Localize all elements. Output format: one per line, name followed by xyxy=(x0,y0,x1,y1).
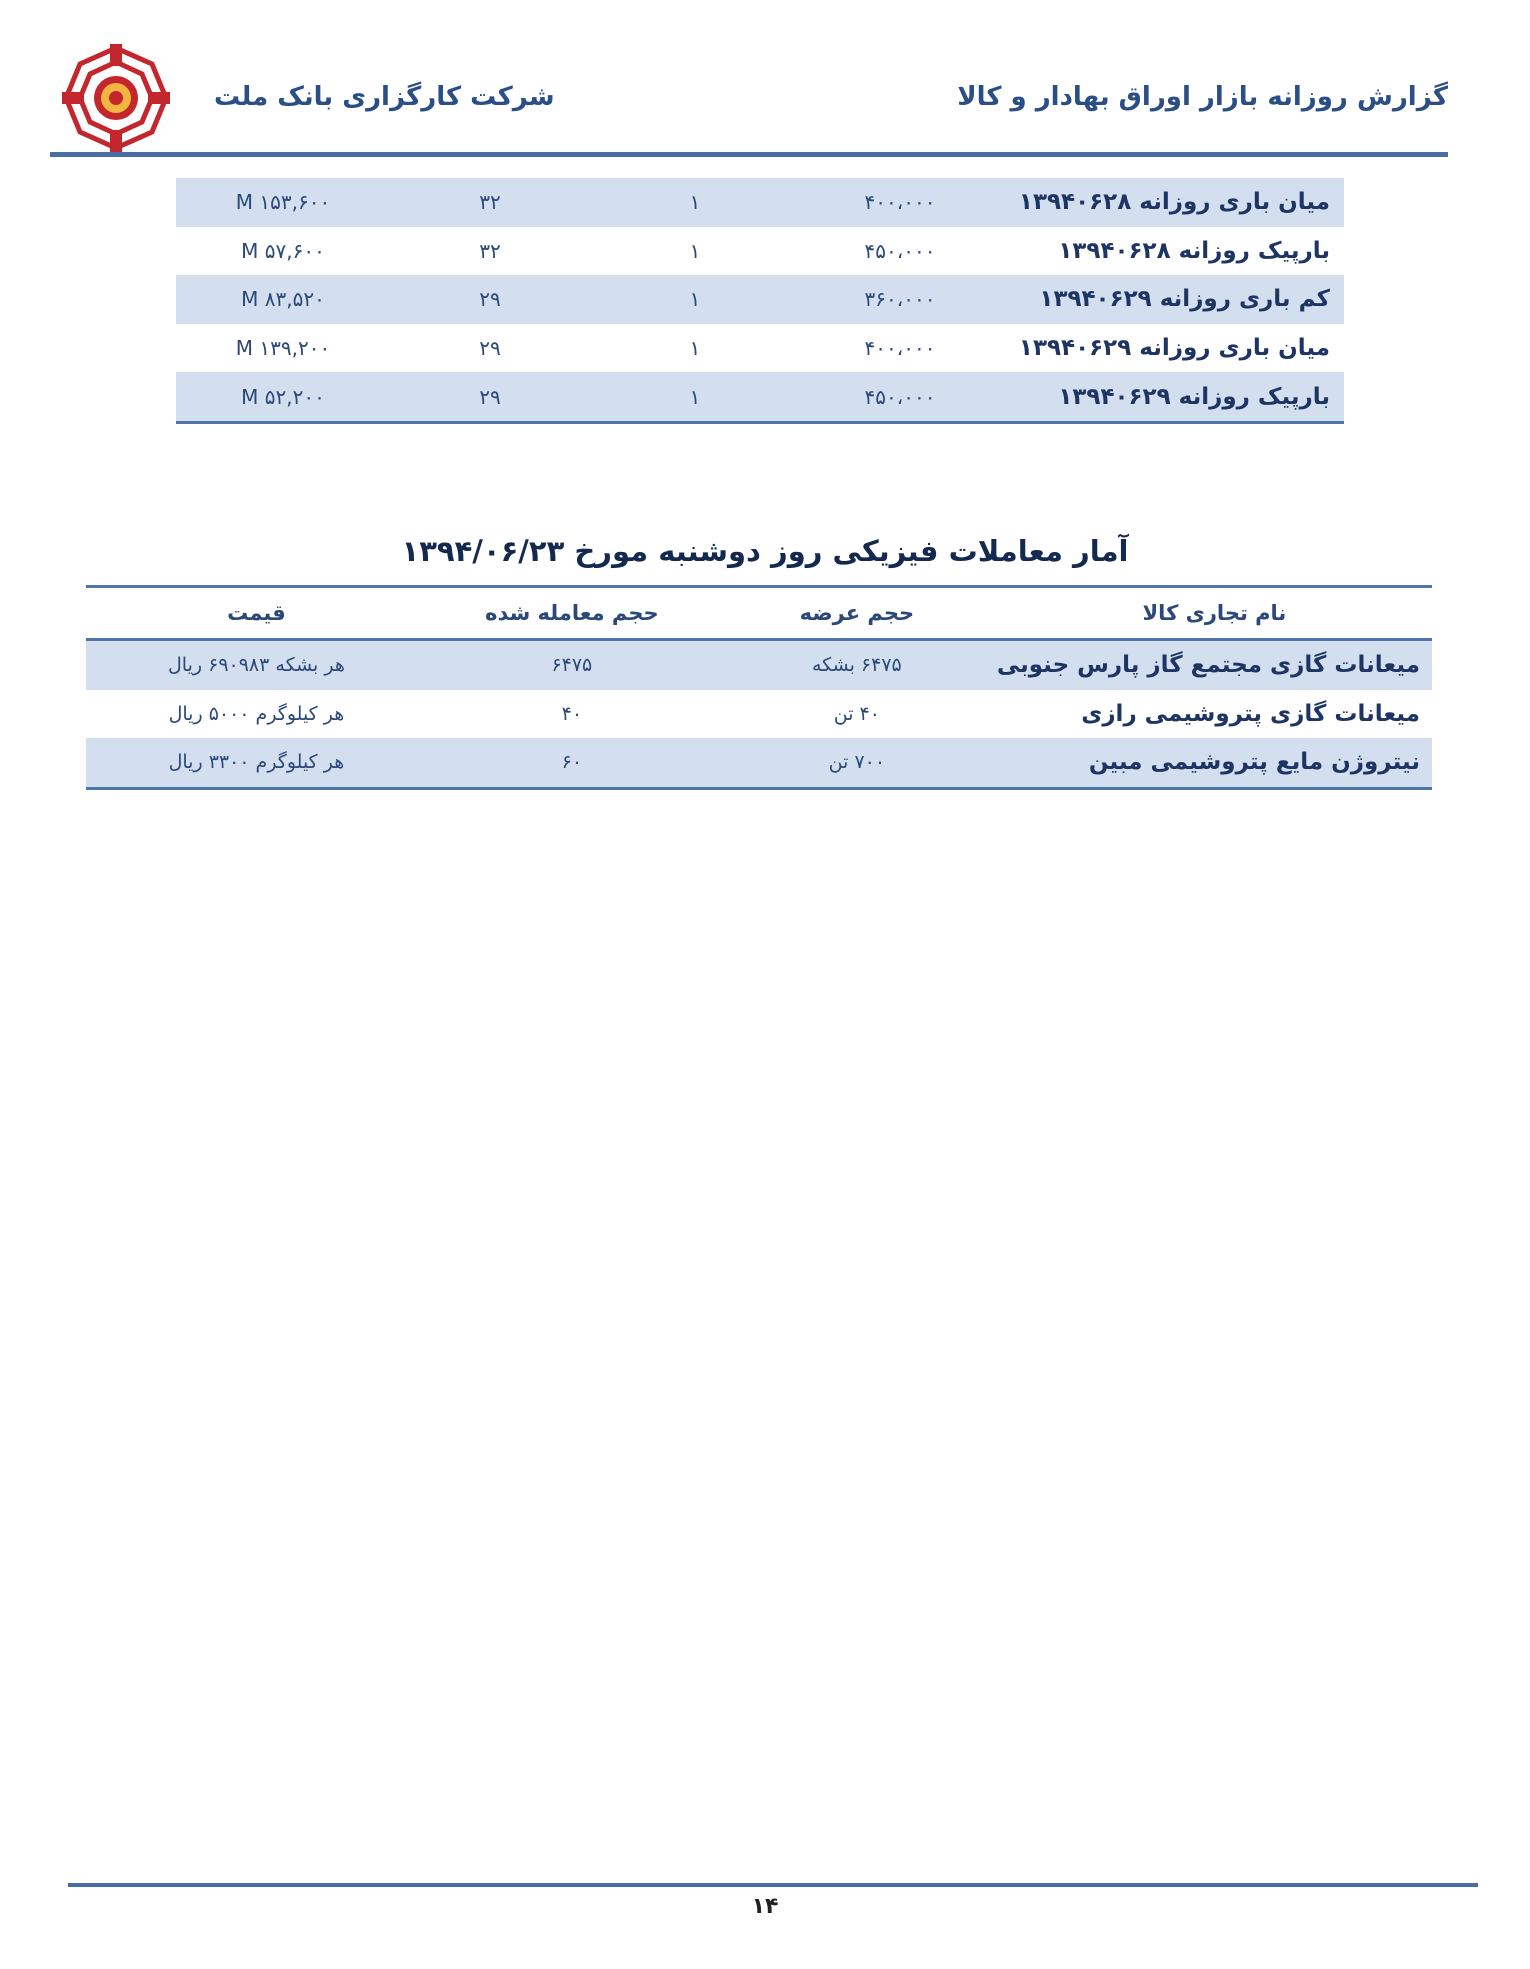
contract-price: ۴۵۰،۰۰۰ xyxy=(864,238,936,263)
contract-value: ۱۳۹,۲۰۰ M xyxy=(235,336,331,361)
supply-volume: ۶۴۷۵ بشکه xyxy=(811,654,902,677)
commodity-name: میعانات گازی پتروشیمی رازی xyxy=(1081,700,1420,727)
traded-volume: ۶۴۷۵ xyxy=(551,654,593,677)
header-name: نام تجاری کالا xyxy=(997,587,1432,640)
table-header-row xyxy=(86,587,1432,640)
bank-mellat-logo-icon xyxy=(60,42,172,154)
contract-name: میان باری روزانه ۱۳۹۴۰۶۲۸ xyxy=(1018,189,1330,216)
page-number: ۱۴ xyxy=(751,1894,779,1919)
contract-price: ۴۰۰،۰۰۰ xyxy=(864,190,936,215)
header-supply: حجم عرضه xyxy=(717,587,997,640)
contract-count: ۱ xyxy=(689,336,701,361)
section-title: آمار معاملات فیزیکی روز دوشنبه مورخ ۱۳۹۴/۰۶/۲۳ xyxy=(401,534,1129,568)
contract-price: ۴۵۰،۰۰۰ xyxy=(864,384,936,409)
company-name: شرکت کارگزاری بانک ملت xyxy=(214,82,555,112)
contract-value: ۱۵۳,۶۰۰ M xyxy=(235,190,331,215)
table-row xyxy=(176,275,1344,324)
contract-count: ۱ xyxy=(689,190,701,215)
contract-name: کم باری روزانه ۱۳۹۴۰۶۲۹ xyxy=(1039,286,1330,313)
contract-days: ۳۲ xyxy=(479,238,501,263)
table-row xyxy=(176,372,1344,422)
traded-volume: ۶۰ xyxy=(561,751,583,774)
table-row xyxy=(176,227,1344,276)
header-price: قیمت xyxy=(86,587,427,640)
table-row xyxy=(176,324,1344,373)
commodity-price: هر کیلوگرم ۳۳۰۰ ریال xyxy=(168,751,345,774)
contract-days: ۲۹ xyxy=(479,384,501,409)
load-contracts-table xyxy=(176,178,1344,424)
contract-count: ۱ xyxy=(689,384,701,409)
contract-days: ۳۲ xyxy=(479,190,501,215)
physical-trades-table xyxy=(86,585,1432,790)
table-row xyxy=(86,690,1432,739)
contract-price: ۴۰۰،۰۰۰ xyxy=(864,336,936,361)
report-title: گزارش روزانه بازار اوراق بهادار و کالا xyxy=(957,82,1448,112)
contract-value: ۵۷,۶۰۰ M xyxy=(241,238,325,263)
contract-name: بارپیک روزانه ۱۳۹۴۰۶۲۸ xyxy=(1058,237,1330,264)
footer-divider xyxy=(68,1883,1478,1887)
supply-volume: ۴۰ تن xyxy=(833,702,880,725)
contract-name: میان باری روزانه ۱۳۹۴۰۶۲۹ xyxy=(1018,335,1330,362)
contract-days: ۲۹ xyxy=(479,336,501,361)
contract-count: ۱ xyxy=(689,287,701,312)
traded-volume: ۴۰ xyxy=(561,702,583,725)
table-row xyxy=(176,178,1344,227)
table-row xyxy=(86,738,1432,788)
contract-count: ۱ xyxy=(689,238,701,263)
contract-value: ۸۳,۵۲۰ M xyxy=(241,287,325,312)
commodity-name: نیتروژن مایع پتروشیمی مبین xyxy=(1088,749,1420,776)
contract-name: بارپیک روزانه ۱۳۹۴۰۶۲۹ xyxy=(1058,383,1330,410)
contract-price: ۳۶۰،۰۰۰ xyxy=(864,287,936,312)
commodity-price: هر کیلوگرم ۵۰۰۰ ریال xyxy=(168,702,345,725)
header-divider xyxy=(50,152,1448,157)
header-traded: حجم معامله شده xyxy=(427,587,717,640)
commodity-price: هر بشکه ۶۹۰۹۸۳ ریال xyxy=(168,654,345,677)
contract-value: ۵۲,۲۰۰ M xyxy=(241,384,325,409)
contract-days: ۲۹ xyxy=(479,287,501,312)
table-row xyxy=(86,640,1432,690)
commodity-name: میعانات گازی مجتمع گاز پارس جنوبی xyxy=(996,652,1420,679)
supply-volume: ۷۰۰ تن xyxy=(828,751,886,774)
